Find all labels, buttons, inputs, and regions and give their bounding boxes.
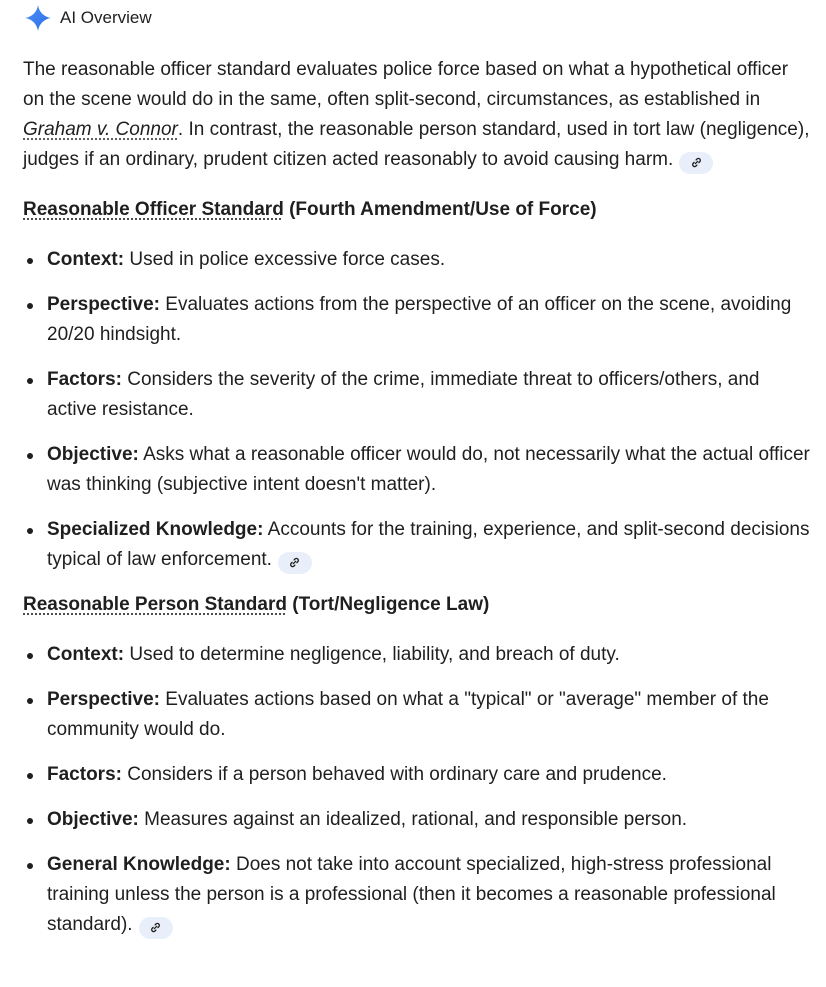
item-text: Considers the severity of the crime, immediate threat to officers/others, and active resistance.	[47, 369, 760, 420]
intro-text-before: The reasonable officer standard evaluates police force based on what a hypothetical officer on the scene would do in the same, often split-second, circumstances, as established in	[23, 59, 789, 110]
item-label: Perspective:	[47, 689, 161, 710]
item-label: Factors:	[47, 764, 122, 785]
item-label: Perspective:	[47, 294, 161, 315]
source-link-button[interactable]	[139, 917, 173, 939]
item-text: Evaluates actions from the perspective of an officer on the scene, avoiding 20/20 hindsight.	[47, 294, 792, 345]
list-item	[23, 640, 813, 670]
overview-content	[23, 55, 813, 955]
list-item	[23, 365, 813, 425]
section-qualifier: (Fourth Amendment/Use of Force)	[283, 199, 597, 220]
list-item	[23, 760, 813, 790]
item-text: Does not take into account specialized, high-stress professional training unless the person is a professional (then it becomes a reasonable professional standard).	[47, 854, 776, 935]
item-label: Factors:	[47, 369, 122, 390]
item-text: Measures against an idealized, rational, and responsible person.	[138, 809, 688, 830]
list-item	[23, 290, 813, 350]
case-link-graham-v-connor[interactable]: Graham v. Connor	[23, 119, 178, 140]
item-text: Used to determine negligence, liability, and breach of duty.	[124, 644, 620, 665]
item-label: Context:	[47, 249, 125, 270]
source-link-button[interactable]	[679, 152, 713, 174]
person-standard-list	[23, 640, 813, 940]
item-label: Objective:	[47, 444, 139, 465]
item-text: Considers if a person behaved with ordinary care and prudence.	[121, 764, 667, 785]
link-icon	[288, 556, 301, 569]
officer-standard-list	[23, 245, 813, 575]
term-link-reasonable-officer[interactable]: Reasonable Officer Standard	[23, 199, 284, 220]
list-item	[23, 440, 813, 500]
item-text: Accounts for the training, experience, and split-second decisions typical of law enforcement.	[47, 519, 810, 570]
list-item	[23, 850, 813, 940]
link-icon	[149, 921, 162, 934]
item-label: Objective:	[47, 809, 139, 830]
item-text: Used in police excessive force cases.	[124, 249, 446, 270]
gemini-spark-icon	[24, 4, 52, 32]
link-icon	[690, 156, 703, 169]
ai-overview-header	[24, 4, 152, 32]
list-item	[23, 805, 813, 835]
section-heading-officer	[23, 195, 813, 225]
item-label: Specialized Knowledge:	[47, 519, 264, 540]
intro-paragraph	[23, 55, 813, 175]
item-text: Asks what a reasonable officer would do, not necessarily what the actual officer was thinking (subjective intent doesn't matter).	[47, 444, 810, 495]
section-qualifier: (Tort/Negligence Law)	[286, 594, 490, 615]
item-label: Context:	[47, 644, 125, 665]
list-item	[23, 685, 813, 745]
list-item	[23, 245, 813, 275]
term-link-reasonable-person[interactable]: Reasonable Person Standard	[23, 594, 287, 615]
source-link-button[interactable]	[278, 552, 312, 574]
item-text: Evaluates actions based on what a "typical" or "average" member of the community would do.	[47, 689, 769, 740]
section-heading-person	[23, 590, 813, 620]
intro-text-after: . In contrast, the reasonable person standard, used in tort law (negligence), judges if an ordinary, prudent citizen acted reasonably to avoid causing harm.	[23, 119, 810, 170]
ai-overview-title: AI Overview	[60, 8, 152, 27]
list-item	[23, 515, 813, 575]
item-label: General Knowledge:	[47, 854, 231, 875]
